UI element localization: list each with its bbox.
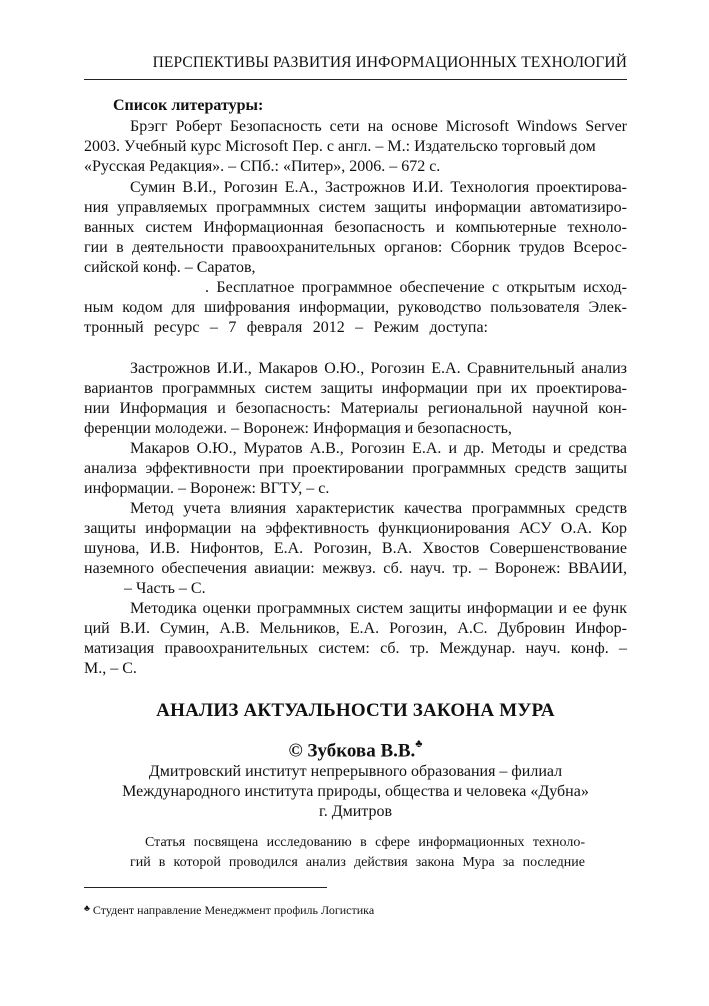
reference-line: – Часть – С. xyxy=(124,580,206,597)
reference-line: «Русская Редакция». – СПб.: «Питер», 2006. – 672 с. xyxy=(84,158,441,175)
abstract-line: гий в которой проводился анализ действия закона Мура за последние xyxy=(130,855,585,870)
reference-line: гии в деятельности правоохранительных органов: Сборник трудов Всерос- xyxy=(84,239,627,256)
footnote xyxy=(84,903,374,918)
reference-line: ния управляемых программных систем защиты информации автоматизиро- xyxy=(84,199,627,216)
reference-line: матизация правоохранительных систем: сб. тр. Междунар. науч. конф. – xyxy=(84,640,627,657)
abstract-line: Статья посвящена исследованию в сфере информационных техноло- xyxy=(145,835,585,850)
footnote-text: Студент направление Менеджмент профиль Логистика xyxy=(92,903,375,917)
reference-line: защиты информации на эффективность функционирования АСУ О.А. Кор xyxy=(84,520,627,537)
reference-line: анализа эффективности при проектировании программных средств защиты xyxy=(84,460,627,477)
affiliation-line: г. Дмитров xyxy=(318,803,393,820)
reference-line: тронный ресурс – 7 февраля 2012 – Режим доступа: xyxy=(84,319,488,336)
article-author xyxy=(84,740,627,762)
reference-line: Брэгг Роберт Безопасность сети на основе Microsoft Windows Server xyxy=(130,118,627,135)
reference-line: ференции молодежи. – Воронеж: Информация и безопасность, xyxy=(84,420,512,437)
reference-line: сийской конф. – Саратов, xyxy=(84,259,256,276)
reference-line: ций В.И. Сумин, А.В. Мельников, Е.А. Рогозин, А.С. Дубровин Инфор- xyxy=(84,620,627,637)
running-header: ПЕРСПЕКТИВЫ РАЗВИТИЯ ИНФОРМАЦИОННЫХ ТЕХНОЛОГИЙ xyxy=(152,54,627,71)
reference-line: вариантов программных систем защиты информации при их проектирова- xyxy=(84,380,627,397)
reference-line: нии Информация и безопасность: Материалы региональной научной кон- xyxy=(84,400,627,417)
reference-line: 2003. Учебный курс Microsoft Пер. с англ. – М.: Издательско торговый дом xyxy=(84,138,596,155)
reference-line: информации. – Воронеж: ВГТУ, – с. xyxy=(84,480,330,497)
reference-line: Метод учета влияния характеристик качества программных средств xyxy=(130,500,627,517)
article-title: АНАЛИЗ АКТУАЛЬНОСТИ ЗАКОНА МУРА xyxy=(156,700,555,721)
reference-line: Методика оценки программных систем защиты информации и ее функ xyxy=(130,600,627,617)
reference-line: наземного обеспечения авиации: межвуз. сб. науч. тр. – Воронеж: ВВАИИ, xyxy=(84,560,627,577)
footnote-mark: ♣ xyxy=(84,903,90,913)
reference-line: . Бесплатное программное обеспечение с открытым исход- xyxy=(205,279,627,296)
footnote-rule xyxy=(84,887,327,888)
reference-line: Макаров О.Ю., Муратов А.В., Рогозин Е.А. и др. Методы и средства xyxy=(130,440,627,457)
author-footnote-mark: ♣ xyxy=(415,738,423,750)
reference-line: Застрожнов И.И., Макаров О.Ю., Рогозин Е.А. Сравнительный анализ xyxy=(130,360,627,377)
reference-line: М., – С. xyxy=(84,660,137,677)
affiliation-line: Дмитровский институт непрерывного образования – филиал xyxy=(148,763,563,780)
header-rule xyxy=(84,79,627,80)
reference-line: шунова, И.В. Нифонтов, Е.А. Рогозин, В.А. Хвостов Совершенствование xyxy=(84,540,627,557)
reference-line: ным кодом для шифрования информации, руководство пользователя Элек- xyxy=(84,299,627,316)
reference-line: ванных систем Информационная безопасность и компьютерные техноло- xyxy=(84,219,627,236)
affiliation-line: Международного института природы, общества и человека «Дубна» xyxy=(122,783,589,800)
reference-line: Сумин В.И., Рогозин Е.А., Застрожнов И.И. Технология проектирова- xyxy=(130,179,627,196)
references-heading: Список литературы: xyxy=(113,97,264,114)
author-name: © Зубкова В.В. xyxy=(288,740,416,762)
